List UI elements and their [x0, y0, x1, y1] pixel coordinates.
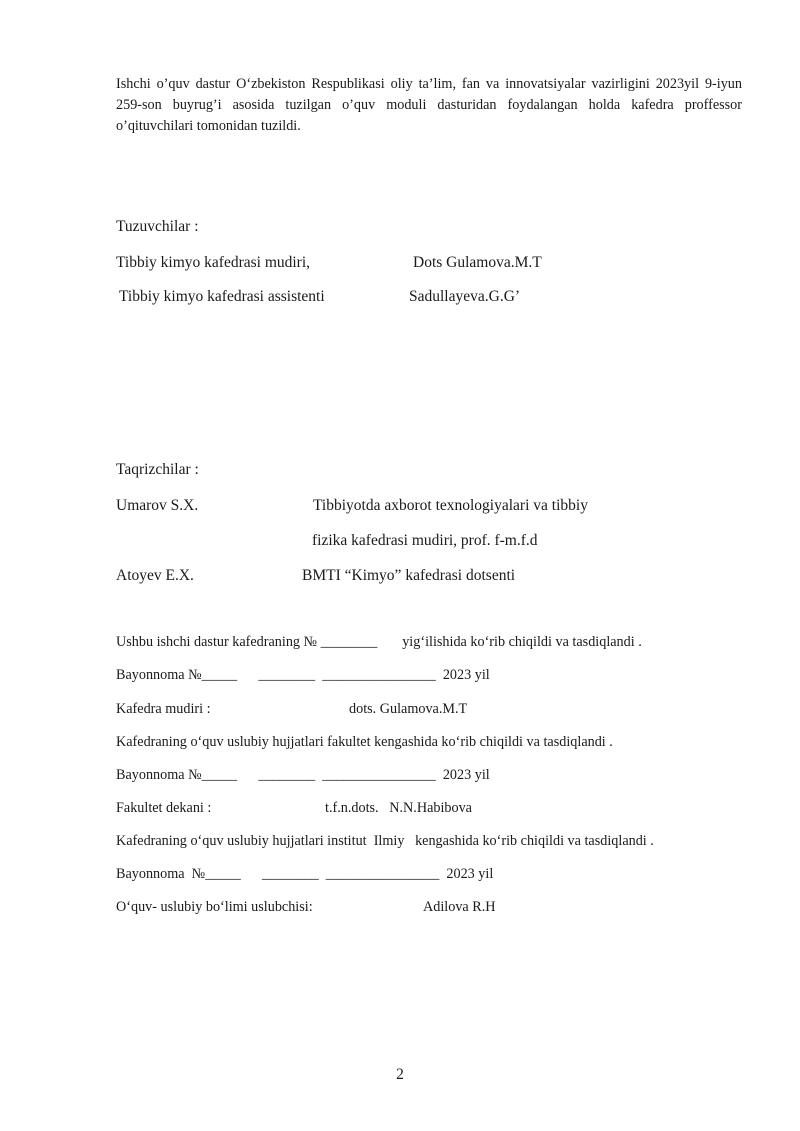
author-1-name: Dots Gulamova.M.T	[413, 254, 542, 271]
protocol-line-1: Bayonnoma №_____ ________ ________________ 2023 yil	[116, 667, 490, 683]
protocol-line-3: Bayonnoma №_____ ________ ________________ 2023 yil	[116, 866, 494, 882]
reviewer-2-name: Atoyev E.X.	[116, 567, 194, 584]
approval-institute-council: Kafedraning o‘quv uslubiy hujjatlari institut Ilmiy kengashida ko‘rib chiqildi va tasdiqlandi .	[116, 833, 654, 849]
approval-faculty-council: Kafedraning o‘quv uslubiy hujjatlari fakultet kengashida ko‘rib chiqildi va tasdiqlandi .	[116, 734, 613, 750]
methodologist-label: O‘quv- uslubiy bo‘limi uslubchisi:	[116, 899, 313, 915]
reviewer-1-position-line2: fizika kafedrasi mudiri, prof. f-m.f.d	[312, 532, 538, 549]
authors-heading: Tuzuvchilar :	[116, 218, 199, 235]
page-number: 2	[396, 1066, 404, 1083]
approval-department-meeting: Ushbu ishchi dastur kafedraning № ________ yig‘ilishida ko‘rib chiqildi va tasdiqlandi .	[116, 634, 642, 650]
intro-paragraph: Ishchi o’quv dastur O‘zbekiston Respublikasi oliy ta’lim, fan va innovatsiyalar vazirligini 2023yil 9-iyun 259-son buyrug’i asosida tuzilgan o’quv moduli dasturidan foydalangan holda kafedra proffessor o’qituvchilari tomonidan tuzildi.	[116, 76, 742, 134]
dean-label: Fakultet dekani :	[116, 800, 212, 816]
protocol-line-2: Bayonnoma №_____ ________ ________________ 2023 yil	[116, 767, 490, 783]
department-head-name: dots. Gulamova.M.T	[349, 701, 468, 717]
reviewer-1-name: Umarov S.X.	[116, 497, 199, 514]
reviewers-heading: Taqrizchilar :	[116, 461, 199, 478]
author-1-position: Tibbiy kimyo kafedrasi mudiri,	[116, 254, 311, 271]
department-head-label: Kafedra mudiri :	[116, 701, 211, 717]
reviewer-2-position: BMTI “Kimyo” kafedrasi dotsenti	[302, 567, 516, 584]
author-2-position: Tibbiy kimyo kafedrasi assistenti	[119, 288, 325, 305]
reviewer-1-position-line1: Tibbiyotda axborot texnologiyalari va tibbiy	[313, 497, 588, 514]
methodologist-name: Adilova R.H	[423, 899, 496, 915]
dean-name: t.f.n.dots. N.N.Habibova	[325, 800, 472, 816]
author-2-name: Sadullayeva.G.G’	[409, 288, 521, 305]
